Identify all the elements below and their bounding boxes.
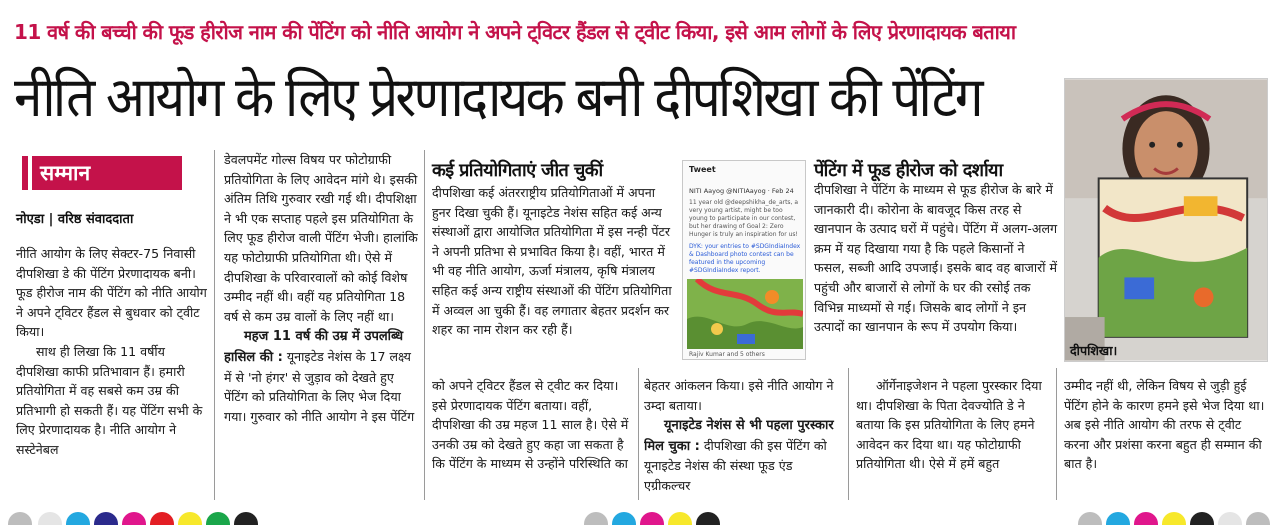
girl-with-painting-photo [1064,78,1268,362]
section-heading: कई प्रतियोगिताएं जीत चुकीं [432,160,603,181]
paragraph: डेवलपमेंट गोल्स विषय पर फोटोग्राफी प्रतियोगिता के लिए आवेदन मांगे थे। इसकी अंतिम तिथि गुरुवार रखी गई थी। दीपशिक्षा ने भी एक सप्ताह पहले इस प्रतियोगिता के लिए फूड हीरोज वाली पेंटिंग भेजी। हालांकि यह फोटोग्राफी प्रतियोगिता थी। ऐसे में दीपशिखा के परिवारवालों को कोई विशेष उम्मीद नहीं थी। वहीं यह प्रतियोगिता 18 वर्ष से कम उम्र वालों के लिए नहीं था। [224,152,418,324]
column-divider [214,150,215,500]
paragraph: बेहतर आंकलन किया। इसे नीति आयोग ने उम्दा बताया। [644,378,834,413]
article-column-6 [1064,376,1268,506]
article-column-1 [16,244,208,506]
paragraph-text: दीपशिखा की इस पेंटिंग को यूनाइटेड नेशंस की संस्था फूड एंड एग्रीकल्चर [644,437,827,493]
tweet-hashtags: DYK: your entries to #SDGIndiaIndex & Dashboard photo contest can be featured in the upcoming #SDGIndiaIndex report. [689,243,801,274]
column-divider [848,368,849,500]
dateline: नोएडा | वरिष्ठ संवाददाता [16,212,134,227]
tweet-footer: Rajiv Kumar and 5 others [689,351,765,358]
section-heading: पेंटिंग में फूड हीरोज को दर्शाया [814,160,1003,181]
tag-accent-bar [22,156,28,190]
column-divider [424,150,425,500]
article-column-3 [432,376,632,506]
section-body [432,183,672,358]
section-body [814,180,1058,360]
tweet-screenshot [682,160,806,360]
tweet-handle: NITI Aayog @NITIAayog · Feb 24 [689,187,794,195]
paragraph: को अपने ट्विटर हैंडल से ट्वीट कर दिया। इसे प्रेरणादायक पेंटिंग बताया। वहीं, दीपशिखा की उम्र महज 11 साल है। ऐसे में उनकी उम्र को देखते हुए कहा जा सकता है कि पेंटिंग के माध्यम से उन्होंने परिस्थिति का [432,378,629,472]
paragraph-text: यूनाइटेड नेशंस के 17 लक्ष्य में से 'नो हंगर' से जुड़ाव को देखते हुए पेंटिंग को प्रतियोगिता के लिए भेज दिया गया। गुरुवार को नीति आयोग ने इस पेंटिंग [224,348,415,424]
photo-caption: दीपशिखा। [1070,343,1118,358]
article-column-2 [224,150,418,506]
tweet-label: Tweet [689,165,716,174]
paragraph: नीति आयोग के लिए सेक्टर-75 निवासी दीपशिखा डे की पेंटिंग प्रेरणादायक बनी। फूड हीरोज नाम की पेंटिंग को नीति आयोग ने अपने ट्विटर हैंडल से बुधवार को ट्वीट किया। [16,246,207,340]
column-divider [1056,368,1057,500]
article-column-5 [856,376,1050,506]
article-column-4 [644,376,842,506]
paragraph: दीपशिखा कई अंतरराष्ट्रीय प्रतियोगिताओं में अपना हुनर दिखा चुकी हैं। यूनाइटेड नेशंस सहित कई अन्य संस्थाओं द्वारा आयोजित प्रतियोगिता में इस नन्ही पेंटर ने अपनी प्रतिभा से प्रभावित किया है। वहीं, भारत में भी वह नीति आयोग, ऊर्जा मंत्रालय, कृषि मंत्रालय सहित कई अन्य राष्ट्रीय संस्थाओं की पेंटिंग प्रतियोगिता में अव्वल आ चुकी हैं। वह लगातार बेहतर प्रदर्शन कर शहर का नाम रोशन कर रही हैं। [432,185,672,338]
inline-subhead: यूनाइटेड नेशंस से भी पहला पुरस्कार मिल चुका : [644,418,834,454]
column-divider [638,368,639,500]
tweet-text: 11 year old @deepshikha_de_arts, a very young artist, might be too young to participate in our contest, but her drawing of Goal 2: Zero Hunger is truly an inspiration for us! [689,199,799,238]
paragraph: साथ ही लिखा कि 11 वर्षीय दीपशिखा काफी प्रतिभावान हैं। हमारी प्रतियोगिता में वह सबसे कम उम्र की प्रतिभागी हो सकती हैं। यह पेंटिंग सभी के लिए प्रेरणादायक है। नीति आयोग ने सस्टेनेबल [16,343,203,457]
paragraph: ऑर्गेनाइजेशन ने पहला पुरस्कार दिया था। दीपशिखा के पिता देवज्योति डे ने बताया कि इस प्रतियोगिता के लिए हमने आवेदन कर दिया था। यह फोटोग्राफी प्रतियोगिता थी। ऐसे में हमें बहुत [856,378,1042,472]
painting-thumbnail [687,279,803,349]
tag-label: सम्मान [32,156,182,190]
page-title: नीति आयोग के लिए प्रेरणादायक बनी दीपशिखा की पेंटिंग [14,65,981,129]
print-color-bar [0,510,1280,525]
inline-subhead: महज 11 वर्ष की उम्र में उपलब्धि हासिल की : [224,329,404,365]
paragraph: उम्मीद नहीं थी, लेकिन विषय से जुड़ी हुई पेंटिंग होने के कारण हमने इसे भेज दिया था। अब इसे नीति आयोग की तरफ से ट्वीट करना और प्रशंसा करना बहुत ही सम्मान की बात है। [1064,378,1265,472]
kicker-line: 11 वर्ष की बच्ची की फूड हीरोज नाम की पेंटिंग को नीति आयोग ने अपने ट्विटर हैंडल से ट्वीट किया, इसे आम लोगों के लिए प्रेरणादायक बताया [14,20,1016,44]
paragraph: दीपशिखा ने पेंटिंग के माध्यम से फूड हीरोज के बारे में जानकारी दी। कोरोना के बावजूद किस तरह से खानपान के उत्पाद घरों में पहुंचे। पेंटिंग में अलग-अलग क्रम में यह दिखाया गया है कि पहले किसानों ने फसल, सब्जी आदि उपजाई। इसके बाद वह बाजारों में पहुंची और बाजारों से लोगों के घर की रसोई तक विभिन्न माध्यमों से गई। जिसके बाद लोगों ने इन उत्पादों का खानपान के रूप में उपयोग किया। [814,182,1058,335]
section-tag [22,152,190,192]
